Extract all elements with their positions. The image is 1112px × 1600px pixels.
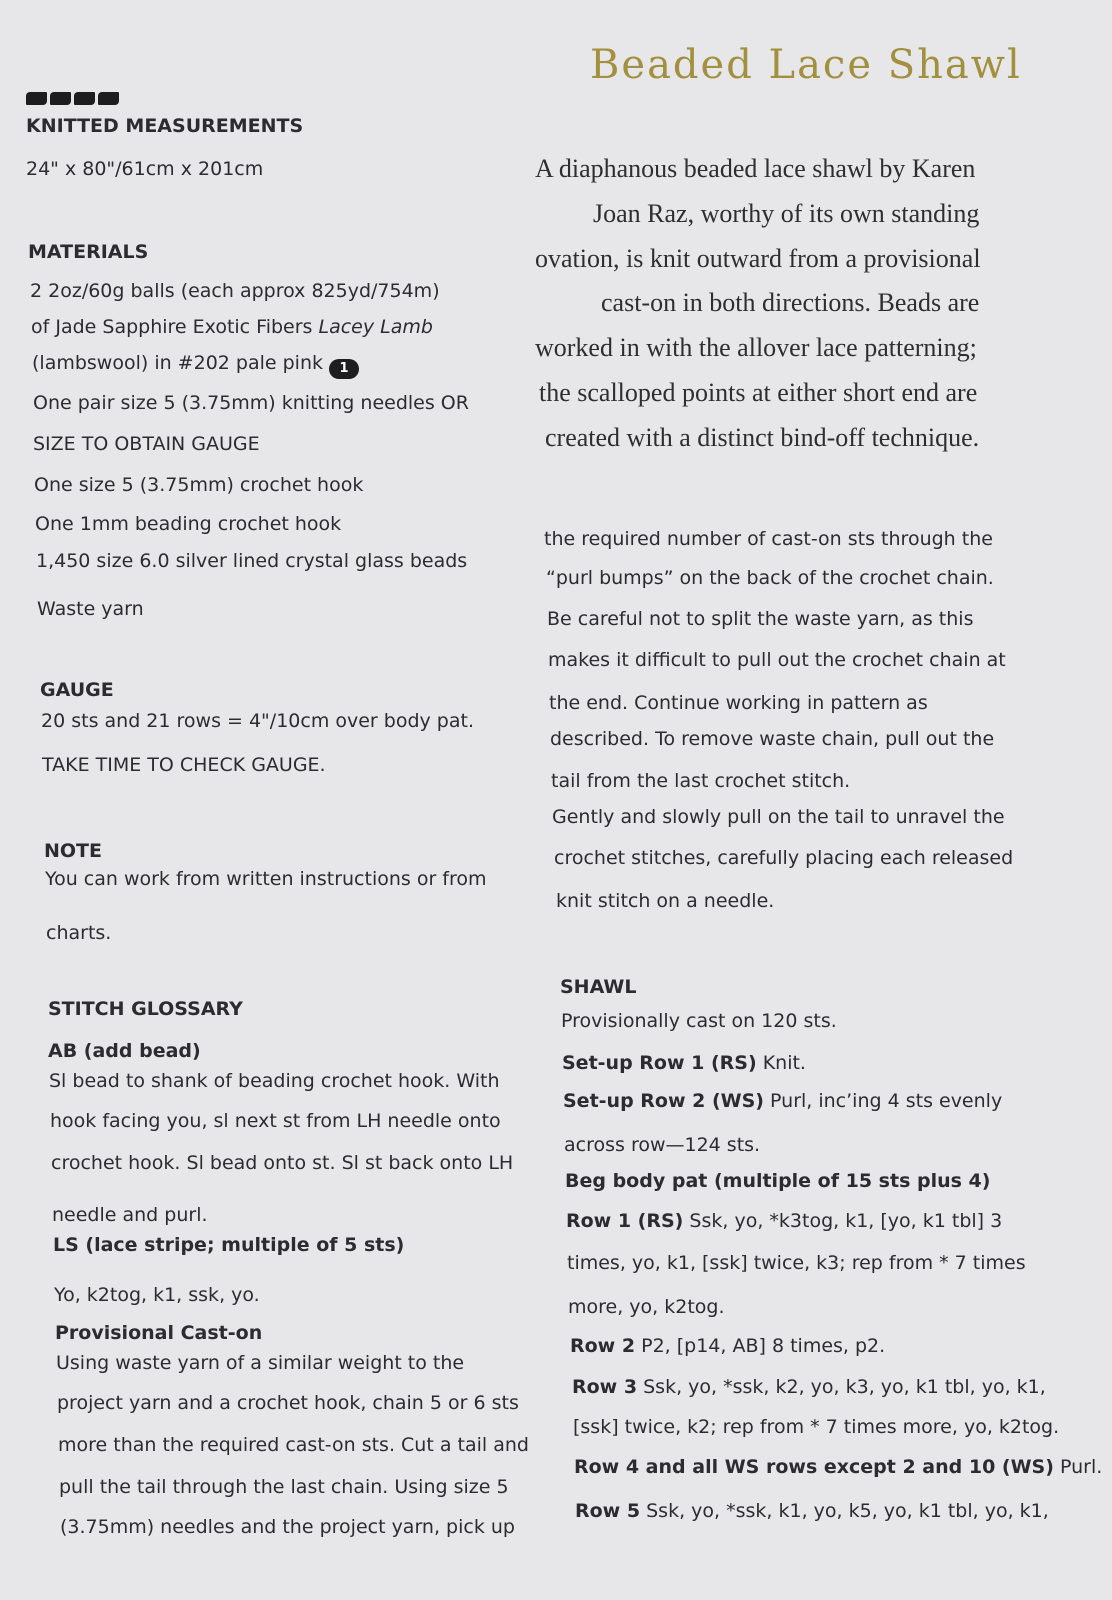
materials-line: One 1mm beading crochet hook	[35, 513, 342, 535]
shawl-heading: SHAWL	[560, 976, 637, 998]
intro-line: worked in with the allover lace patterning;	[535, 333, 977, 363]
shawl-line: Provisionally cast on 120 sts.	[561, 1010, 837, 1032]
measurements-heading: KNITTED MEASUREMENTS	[26, 115, 304, 137]
materials-line	[31, 316, 433, 338]
intro-line: cast-on in both directions. Beads are	[601, 288, 980, 318]
cast-on-line: crochet stitches, carefully placing each released	[554, 847, 1014, 869]
cast-on-line: Gently and slowly pull on the tail to unravel the	[552, 806, 1005, 828]
glossary-line: Using waste yarn of a similar weight to the	[56, 1352, 465, 1374]
materials-line: One pair size 5 (3.75mm) knitting needles OR	[33, 392, 469, 414]
materials-line: SIZE TO OBTAIN GAUGE	[33, 433, 260, 455]
glossary-line: (3.75mm) needles and the project yarn, pick up	[60, 1516, 515, 1538]
row-text: Knit.	[756, 1052, 806, 1074]
glossary-line: pull the tail through the last chain. Using size 5	[59, 1476, 509, 1498]
body-pattern-heading: Beg body pat (multiple of 15 sts plus 4)	[565, 1170, 991, 1192]
row-label: Row 3	[572, 1376, 638, 1398]
note-line: You can work from written instructions or from	[45, 868, 487, 890]
glossary-line: project yarn and a crochet hook, chain 5 or 6 sts	[57, 1392, 519, 1414]
row-text: P2, [p14, AB] 8 times, p2.	[635, 1335, 886, 1357]
row-text: Purl, inc’ing 4 sts evenly	[763, 1090, 1003, 1112]
row-1	[566, 1210, 1002, 1232]
row-label: Row 2	[570, 1335, 636, 1357]
materials-heading: MATERIALS	[28, 241, 149, 263]
shawl-line: [ssk] twice, k2; rep from * 7 times more, yo, k2tog.	[573, 1416, 1060, 1438]
row-text: Ssk, yo, *ssk, k1, yo, k5, yo, k1 tbl, yo, k1,	[640, 1500, 1049, 1522]
row-text: Ssk, yo, *k3tog, k1, [yo, k1 tbl] 3	[683, 1210, 1003, 1232]
setup-row-1	[562, 1052, 806, 1074]
shawl-line: across row—124 sts.	[564, 1134, 761, 1156]
materials-line: One size 5 (3.75mm) crochet hook	[34, 474, 364, 496]
materials-text: (lambswool) in #202 pale pink	[32, 352, 324, 374]
row-label: Row 1 (RS)	[566, 1210, 684, 1232]
row-label: Set-up Row 1 (RS)	[562, 1052, 757, 1074]
glossary-line: crochet hook. Sl bead onto st. Sl st back onto LH	[51, 1152, 514, 1174]
note-heading: NOTE	[44, 840, 102, 862]
glossary-line: more than the required cast-on sts. Cut a tail and	[58, 1434, 529, 1456]
cast-on-line: the end. Continue working in pattern as	[549, 692, 928, 714]
intro-paragraph	[535, 147, 1005, 461]
pattern-title: Beaded Lace Shawl	[590, 42, 1022, 88]
glossary-line: hook facing you, sl next st from LH needle onto	[50, 1110, 501, 1132]
row-text: Purl.	[1053, 1456, 1103, 1478]
intro-line: Joan Raz, worthy of its own standing	[593, 198, 980, 228]
difficulty-block	[26, 92, 47, 105]
glossary-line: needle and purl.	[52, 1204, 208, 1226]
yarn-ball-icon: 1	[329, 359, 359, 379]
row-text: Ssk, yo, *ssk, k2, yo, k3, yo, k1 tbl, yo, k1,	[637, 1376, 1046, 1398]
shawl-line: times, yo, k1, [ssk] twice, k3; rep from * 7 times	[567, 1252, 1026, 1274]
cast-on-line: described. To remove waste chain, pull out the	[550, 728, 995, 750]
measurements-text: 24" x 80"/61cm x 201cm	[26, 158, 264, 180]
materials-line: Waste yarn	[37, 598, 144, 620]
gauge-line: TAKE TIME TO CHECK GAUGE.	[42, 754, 326, 776]
difficulty-block	[74, 92, 95, 105]
cast-on-line: makes it difficult to pull out the crochet chain at	[548, 649, 1006, 671]
cast-on-line: the required number of cast-on sts through the	[544, 528, 993, 550]
materials-line	[32, 352, 359, 379]
yarn-name: Lacey Lamb	[318, 316, 433, 338]
intro-line: created with a distinct bind-off technique.	[545, 422, 980, 452]
row-4	[574, 1456, 1102, 1478]
glossary-line: Yo, k2tog, k1, ssk, yo.	[54, 1284, 260, 1306]
cast-on-line: knit stitch on a needle.	[556, 890, 775, 912]
materials-text: of Jade Sapphire Exotic Fibers	[31, 316, 319, 338]
ab-heading: AB (add bead)	[48, 1040, 201, 1062]
intro-line: the scalloped points at either short end are	[539, 377, 978, 407]
row-label: Set-up Row 2 (WS)	[563, 1090, 764, 1112]
intro-line: A diaphanous beaded lace shawl by Karen	[535, 154, 976, 183]
row-2	[570, 1335, 885, 1357]
gauge-line: 20 sts and 21 rows = 4"/10cm over body pat.	[41, 710, 474, 732]
ls-heading: LS (lace stripe; multiple of 5 sts)	[53, 1234, 405, 1256]
shawl-line: more, yo, k2tog.	[568, 1296, 725, 1318]
materials-line: 2 2oz/60g balls (each approx 825yd/754m)	[30, 280, 440, 302]
cast-on-line: Be careful not to split the waste yarn, as this	[547, 608, 974, 630]
provisional-cast-on-heading: Provisional Cast-on	[55, 1322, 263, 1344]
difficulty-block	[50, 92, 71, 105]
glossary-heading: STITCH GLOSSARY	[48, 998, 243, 1020]
cast-on-line: “purl bumps” on the back of the crochet chain.	[546, 567, 994, 589]
glossary-line: Sl bead to shank of beading crochet hook. With	[49, 1070, 500, 1092]
gauge-heading: GAUGE	[40, 679, 114, 701]
difficulty-block	[98, 92, 119, 105]
note-line: charts.	[46, 922, 112, 944]
row-3	[572, 1376, 1046, 1398]
row-label: Row 5	[575, 1500, 641, 1522]
materials-line: 1,450 size 6.0 silver lined crystal glass beads	[36, 550, 468, 572]
row-label: Row 4 and all WS rows except 2 and 10 (WS)	[574, 1456, 1054, 1478]
difficulty-indicator	[26, 92, 119, 105]
intro-line: ovation, is knit outward from a provisional	[535, 243, 981, 273]
setup-row-2	[563, 1090, 1002, 1112]
row-5	[575, 1500, 1049, 1522]
cast-on-line: tail from the last crochet stitch.	[551, 770, 851, 792]
